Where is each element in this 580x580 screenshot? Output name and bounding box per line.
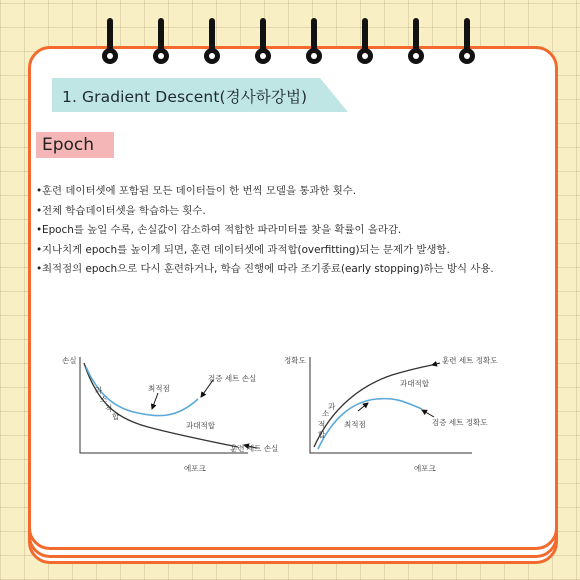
overfit-label: 과대적합 [186, 421, 215, 430]
loss-diagram: 손실 과 소 적 합 최적점 검증 세트 손실 과대적합 훈련 세트 손실 에포크 [62, 356, 279, 473]
validation-arrow-icon [422, 410, 434, 417]
list-item: •훈련 데이터셋에 포함된 모든 데이터들이 한 번씩 모델을 통과한 횟수. [36, 185, 357, 197]
binder-ring-icon [408, 18, 424, 66]
optimal-arrow-icon [358, 403, 368, 411]
optimal-arrow-icon [152, 393, 158, 409]
train-label: 훈련 세트 손실 [230, 444, 279, 453]
optimal-label: 최적점 [148, 384, 170, 393]
y-axis-label: 정확도 [284, 356, 306, 365]
x-axis-label: 에포크 [414, 464, 436, 473]
list-item: •전체 학습데이터셋을 학습하는 횟수. [36, 204, 206, 217]
binder-ring-icon [255, 18, 271, 66]
train-label: 훈련 세트 정확도 [442, 356, 498, 365]
overfit-label: 과대적합 [400, 379, 429, 388]
bullet-list [36, 182, 546, 280]
binder-ring-icon [306, 18, 322, 66]
binder-ring-icon [459, 18, 475, 66]
validation-loss-curve [86, 367, 198, 416]
page-title: 1. Gradient Descent(경사하강법) [62, 88, 308, 106]
binder-ring-icon [204, 18, 220, 66]
title-banner [52, 78, 348, 112]
validation-label: 검증 세트 정확도 [432, 418, 488, 427]
section-title: Epoch [42, 135, 95, 155]
validation-label: 검증 세트 손실 [208, 374, 257, 383]
binder-ring-icon [153, 18, 169, 66]
train-arrow-icon [432, 363, 440, 365]
optimal-label: 최적점 [344, 420, 366, 429]
accuracy-diagram: 정확도 과 소 적 합 최적점 훈련 세트 정확도 과대적합 검증 세트 정확도 에포크 [284, 356, 498, 473]
y-axis-label: 손실 [62, 356, 77, 365]
binder-ring-icon [357, 18, 373, 66]
binder-ring-icon [102, 18, 118, 66]
list-item: •Epoch를 높일 수록, 손실값이 감소하여 적합한 파라미터를 찾을 확률이 올라감. [36, 224, 402, 236]
list-item: •지나치게 epoch를 높이게 되면, 훈련 데이터셋에 과적합(overfitting)되는 문제가 발생함. [36, 243, 450, 256]
list-item: •최적점의 epoch으로 다시 훈련하거나, 학습 진행에 따라 조기종료(early stopping)하는 방식 사용. [36, 263, 494, 275]
x-axis-label: 에포크 [184, 464, 206, 473]
